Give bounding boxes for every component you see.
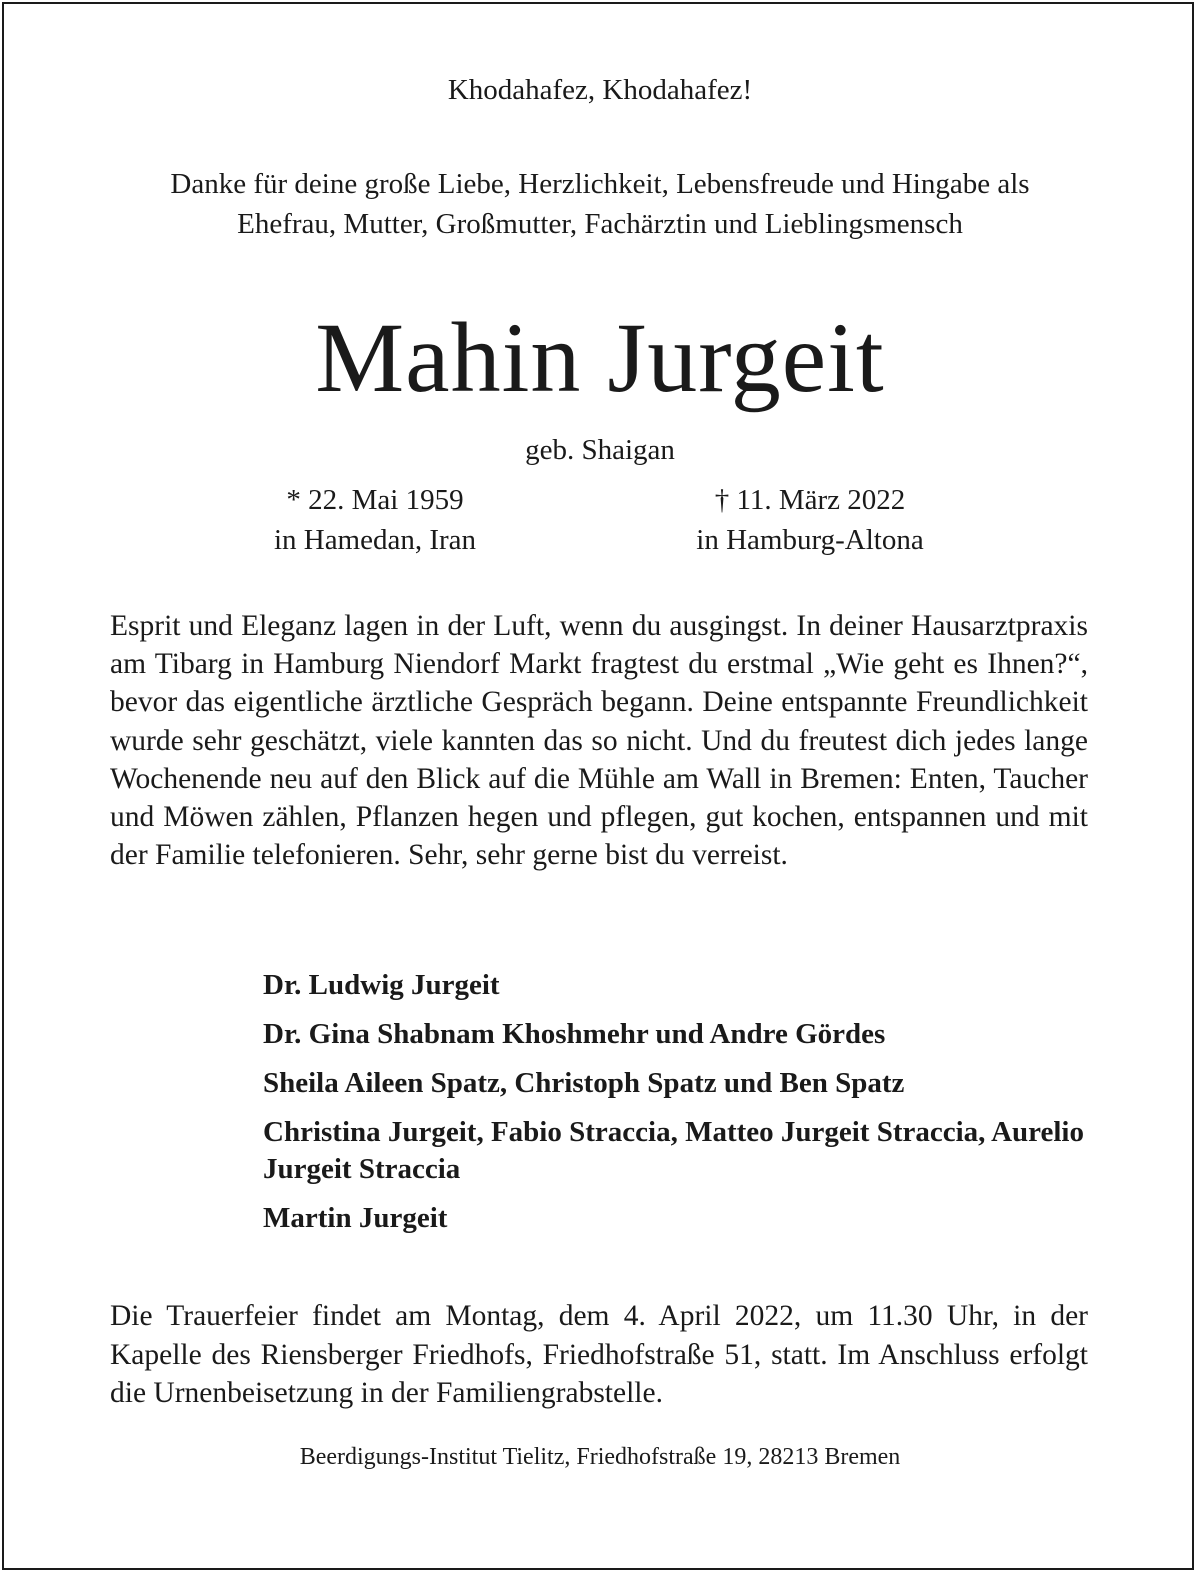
mourners-list	[263, 967, 1123, 1249]
deceased-name: Mahin Jurgeit	[315, 302, 885, 413]
farewell-greeting: Khodahafez, Khodahafez!	[447, 74, 753, 106]
thanks-line-1: Danke für deine große Liebe, Herzlichkeit, Lebensfreude und Hingabe als	[170, 168, 1030, 200]
death-place: in Hamburg-Altona	[696, 524, 924, 556]
thanks-text	[60, 164, 1140, 244]
mourner-entry: Dr. Ludwig Jurgeit	[263, 969, 500, 1001]
thanks-line-2: Ehefrau, Mutter, Großmutter, Fachärztin und Lieblingsmensch	[237, 208, 963, 240]
birth-place: in Hamedan, Iran	[273, 524, 477, 556]
death-info	[620, 480, 1000, 560]
biography-text: Esprit und Eleganz lagen in der Luft, wenn du ausgingst. In deiner Hausarztpraxis am Tibarg in Hamburg Niendorf Markt fragtest du erstmal „Wie geht es Ihnen?“, bevor das eigentliche ärztliche Gespräch begann. Deine entspannte Freundlichkeit wurde sehr geschätzt, viele kannten das so nicht. Und du freutest dich jedes lange Wochenende neu auf den Blick auf die Mühle am Wall in Bremen: Enten, Taucher und Möwen zählen, Pflanzen hegen und pflegen, gut kochen, entspannen und mit der Familie telefonieren. Sehr, sehr gerne bist du verreist.	[110, 610, 1088, 872]
death-date: † 11. März 2022	[714, 484, 906, 516]
maiden-name: geb. Shaigan	[525, 434, 675, 466]
undertaker-info: Beerdigungs-Institut Tielitz, Friedhofstraße 19, 28213 Bremen	[299, 1444, 901, 1470]
birth-date: * 22. Mai 1959	[286, 484, 464, 516]
mourner-entry: Dr. Gina Shabnam Khoshmehr und Andre Gördes	[263, 1018, 886, 1050]
mourner-entry: Christina Jurgeit, Fabio Straccia, Matteo Jurgeit Straccia, Aurelio Jurgeit Straccia	[263, 1116, 1084, 1185]
mourner-entry: Martin Jurgeit	[263, 1202, 448, 1234]
birth-info	[200, 480, 550, 560]
funeral-service-text: Die Trauerfeier findet am Montag, dem 4. April 2022, um 11.30 Uhr, in der Kapelle des Riensberger Friedhofs, Friedhofstraße 51, statt. Im Anschluss erfolgt die Urnenbeisetzung in der Familiengrabstelle.	[110, 1300, 1088, 1409]
mourner-entry: Sheila Aileen Spatz, Christoph Spatz und Ben Spatz	[263, 1067, 905, 1099]
